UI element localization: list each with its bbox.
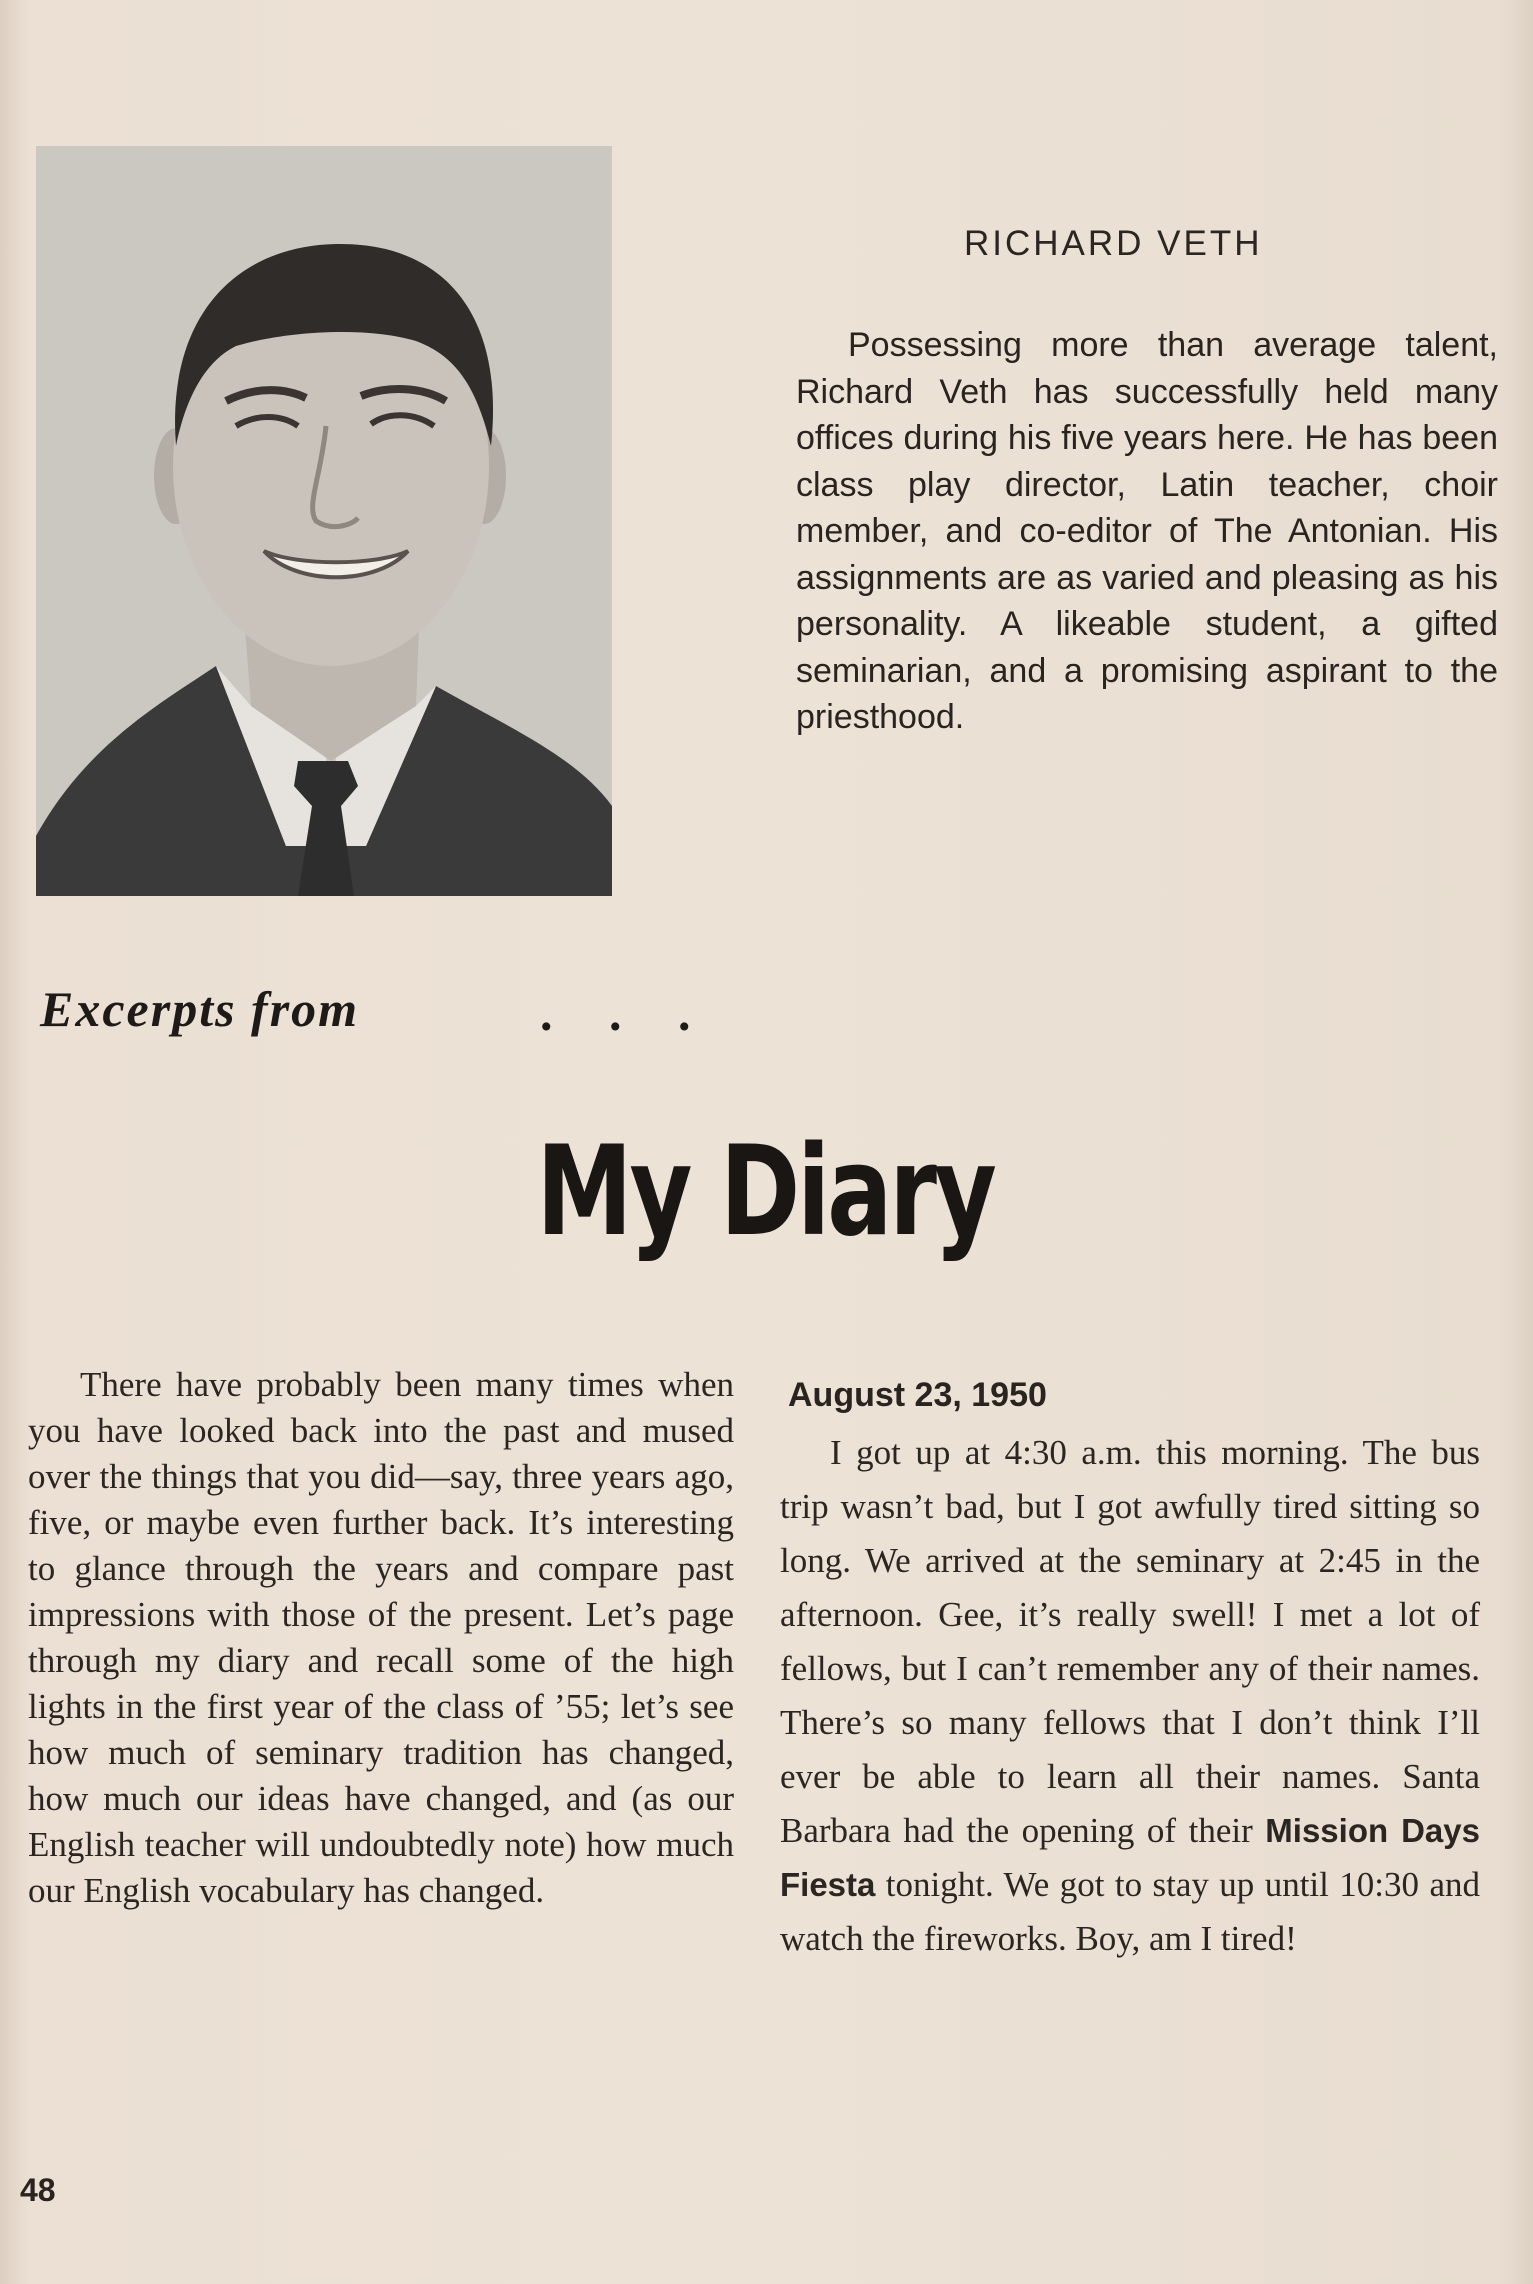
portrait-photo — [36, 146, 612, 896]
profile-bio: Possessing more than average talent, Richard Veth has successfully held many offices during his five years here. He has been class play director, Latin teacher, choir member, and co-editor of The Antonian. His assignments are as varied and pleasing as his personality. A likeable student, a gifted seminarian, and a promising aspirant to the priesthood. — [796, 326, 1498, 736]
portrait-illustration — [36, 146, 612, 896]
article-title: My Diary — [536, 1120, 994, 1264]
article-kicker-dots: . . . — [540, 985, 713, 1041]
profile-name: RICHARD VETH — [964, 224, 1263, 263]
diary-entry-date: August 23, 1950 — [788, 1376, 1047, 1414]
diary-entry-text — [780, 1426, 1480, 1966]
article-intro: There have probably been many times when you have looked back into the past and mused over the things that you did—say, three years ago, five, or maybe even further back. It’s interesting to glance through the years and compare past impressions with those of the present. Let’s page through my diary and recall some of the high lights in the first year of the class of ’55; let’s see how much of seminary tradition has changed, how much our ideas have changed, and (as our English teacher will undoubtedly note) how much our English vocabulary has changed. — [28, 1365, 734, 1910]
page-number: 48 — [20, 2172, 56, 2208]
diary-entry-text-part2: tonight. We got to stay up until 10:30 and watch the fireworks. Boy, am I tired! — [780, 1865, 1480, 1958]
diary-entry-bold-phrase: Mission Days Fiesta — [780, 1812, 1480, 1903]
article-kicker: Excerpts from — [40, 981, 360, 1037]
diary-entry-text-part1: I got up at 4:30 a.m. this morning. The bus trip wasn’t bad, but I got awfully tired sitting so long. We arrived at the seminary at 2:45 in the afternoon. Gee, it’s really swell! I met a lot of fellows, but I can’t remember any of their names. There’s so many fellows that I don’t think I’ll ever be able to learn all their names. Santa Barbara had the opening of their — [780, 1433, 1480, 1850]
